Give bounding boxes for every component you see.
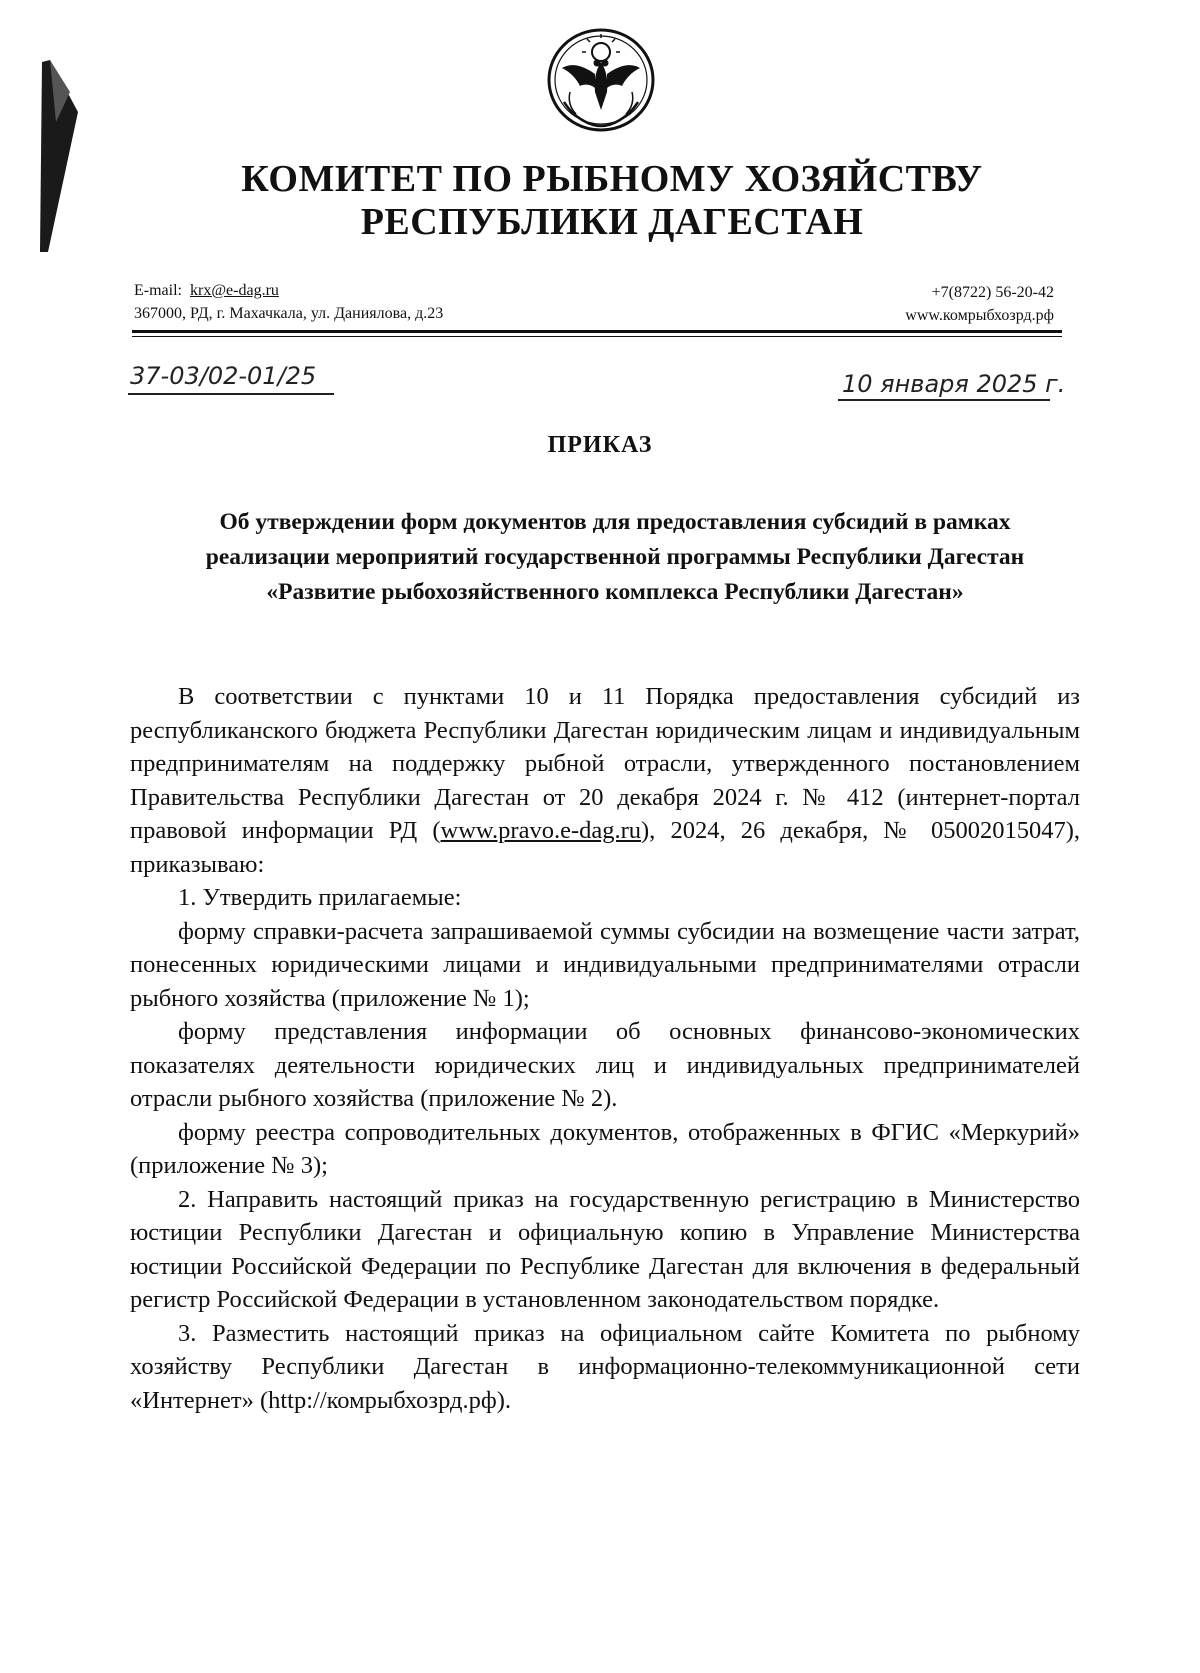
header-divider-thin bbox=[132, 336, 1062, 337]
document-subject bbox=[150, 505, 1080, 610]
form-3-paragraph: форму реестра сопроводительных документов, отображенных в ФГИС «Меркурий» (приложение № 3); bbox=[130, 1118, 1080, 1179]
form-1-paragraph: форму справки-расчета запрашиваемой суммы субсидии на возмещение части затрат, понесенных юридическими лицами и индивидуальными предпринимателями отрасли рыбного хозяйства (приложение № 1); bbox=[130, 917, 1080, 1012]
phone-line: +7(8722) 56-20-42 bbox=[931, 284, 1054, 301]
subject-line: «Развитие рыбохозяйственного комплекса Республики Дагестан» bbox=[266, 579, 964, 605]
intro-text-end: ), 2024, 26 декабря, № 05002015047), приказываю: bbox=[130, 817, 1080, 878]
dagestan-coat-of-arms-icon bbox=[540, 22, 662, 134]
document-type-heading: ПРИКАЗ bbox=[547, 432, 653, 458]
email-label: E-mail: bbox=[134, 282, 182, 299]
registration-date-underline bbox=[838, 399, 1050, 401]
intro-paragraph bbox=[130, 680, 1080, 881]
item-3: 3. Разместить настоящий приказ на официальном сайте Комитета по рыбному хозяйству Республики Дагестан в информационно-телекоммуникационной сети «Интернет» (http://комрыбхозрд.рф). bbox=[130, 1319, 1080, 1414]
registration-number-underline bbox=[128, 393, 334, 395]
address-line: 367000, РД, г. Махачкала, ул. Даниялова, д.23 bbox=[134, 305, 444, 322]
pravo-link[interactable]: www.pravo.e-dag.ru bbox=[440, 817, 642, 844]
intro-text: В соответствии с пунктами 10 и 11 Порядка предоставления субсидий из республиканского бюджета Республики Дагестан юридическим лицам и индивидуальным предпринимателям на поддержку рыбной отрасли, утвержденного постановлением Правительства Республики Дагестан от 20 декабря 2024 г. № 412 (интернет-портал правовой информации РД ( bbox=[130, 683, 1080, 844]
email-link[interactable]: krx@e-dag.ru bbox=[189, 282, 279, 299]
item-2: 2. Направить настоящий приказ на государственную регистрацию в Министерство юстиции Республики Дагестан и официальную копию в Управление Министерства юстиции Российской Федерации по Республике Дагестан для включения в федеральный регистр Российской Федерации в установленном законодательством порядке. bbox=[130, 1185, 1080, 1313]
form-2-paragraph: форму представления информации об основных финансово-экономических показателях деятельности юридических лиц и индивидуальных предпринимателей отрасли рыбного хозяйства (приложение № 2). bbox=[130, 1018, 1080, 1112]
document-body bbox=[130, 680, 1080, 1417]
registration-date: 10 января 2025 г. bbox=[842, 370, 1066, 398]
subject-line: Об утверждении форм документов для предоставления субсидий в рамках bbox=[219, 509, 1011, 535]
website-line[interactable]: www.комрыбхозрд.рф bbox=[905, 307, 1054, 324]
registration-number: 37-03/02-01/25 bbox=[130, 362, 317, 390]
organization-title-line1: КОМИТЕТ ПО РЫБНОМУ ХОЗЯЙСТВУ bbox=[241, 158, 983, 200]
organization-title-line2: РЕСПУБЛИКИ ДАГЕСТАН bbox=[360, 201, 864, 243]
email-line bbox=[134, 283, 279, 299]
item-1: 1. Утвердить прилагаемые: bbox=[178, 884, 462, 911]
header-divider-thick bbox=[132, 330, 1062, 333]
subject-line: реализации мероприятий государственной программы Республики Дагестан bbox=[205, 544, 1025, 570]
